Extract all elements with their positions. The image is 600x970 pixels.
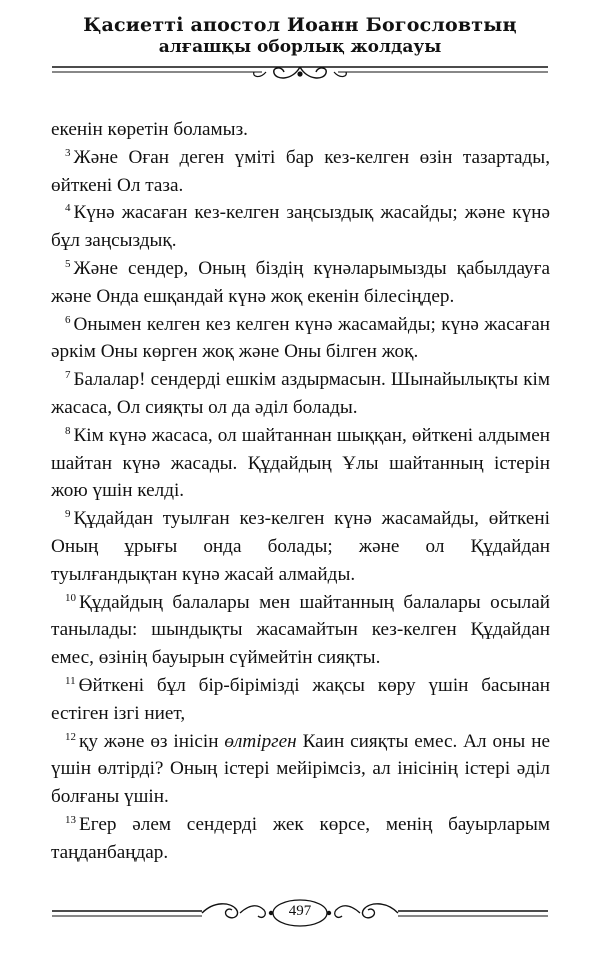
verse-10 [51,589,550,672]
verse-text: Онымен келген кез келген күнә жасамайды; күнә жасаған әркім Оны көрген жоқ және Оны білген жоқ. [51,313,550,363]
verse-number: 11 [65,674,76,687]
verse-text: Және сендер, Оның біздің күнәларымызды қабылдауға және Онда ешқандай күнә жоқ екенін білесіңдер. [51,257,550,307]
verse-number: 13 [65,813,76,826]
verse-text: Кім күнә жасаса, ол шайтаннан шыққан, өйткені алдымен шайтан күнә жасады. Құдайдың Ұлы шайтанның істерін жою үшін келді. [51,424,550,502]
verse-text: Және Оған деген үміті бар кез-келген өзін тазартады, өйткені Ол таза. [51,146,550,196]
verse-text-after: Каин сияқты емес. Ал оны не үшін өлтірді? Оның істері мейірімсіз, ал інісінің істері әділ болғаны үшін. [51,730,551,808]
continuation-text: екенін көретін боламыз. [51,119,248,140]
verse-3 [51,144,550,200]
header-title-line2: алғашқы оборлық жолдауы [158,37,442,57]
verse-4 [51,199,550,255]
verse-13 [51,811,550,867]
verse-text: Егер әлем сендерді жек көрсе, менің бауырларым таңданбаңдар. [51,813,550,863]
verse-text: Құдайдан туылған кез-келген күнә жасамайды, өйткені Оның ұрығы онда болады; және ол Құдайдан туылғандықтан күнә жасай алмайды. [51,508,550,585]
verse-number: 5 [65,257,71,270]
verse-number: 7 [65,369,71,382]
verse-number: 6 [65,313,71,326]
verse-9 [51,505,550,588]
verse-number: 9 [65,508,71,521]
verse-text-before: қу және өз інісін [79,730,219,752]
verse-number: 8 [65,424,71,437]
page-number: 497 [288,903,312,919]
verse-italic-word: өлтірген [224,730,297,752]
verse-6 [51,311,550,367]
header-ornament [52,60,548,82]
header-title-line1: Қасиетті апостол Иоанн Богословтың [83,14,517,36]
verse-number: 12 [65,730,76,743]
verse-12 [51,728,550,811]
verse-8 [51,422,550,505]
verse-number: 3 [65,146,71,159]
verse-text: Құдайдың балалары мен шайтанның балалары осылай танылады: шындықты жасамайтын кез-келген Құдайдан емес, өзінің бауырын сүймейтін сияқты. [51,591,550,669]
running-header [0,14,600,58]
verse-text: Балалар! сендерді ешкім аздырмасын. Шынайылықты кім жасаса, Ол сияқты ол да әділ болады. [51,369,550,418]
verse-number: 4 [65,202,71,215]
verse-11 [51,672,550,728]
verse-5 [51,255,550,311]
verse-text: Өйткені бұл бір-бірімізді жақсы көру үшін басынан естіген ізгі ниет, [51,674,550,724]
verse-number: 10 [65,591,76,604]
verse-7 [51,366,550,422]
page-body [51,116,550,867]
verse-text: Күнә жасаған кез-келген заңсыздық жасайды; және күнә бұл заңсыздық. [51,202,550,252]
